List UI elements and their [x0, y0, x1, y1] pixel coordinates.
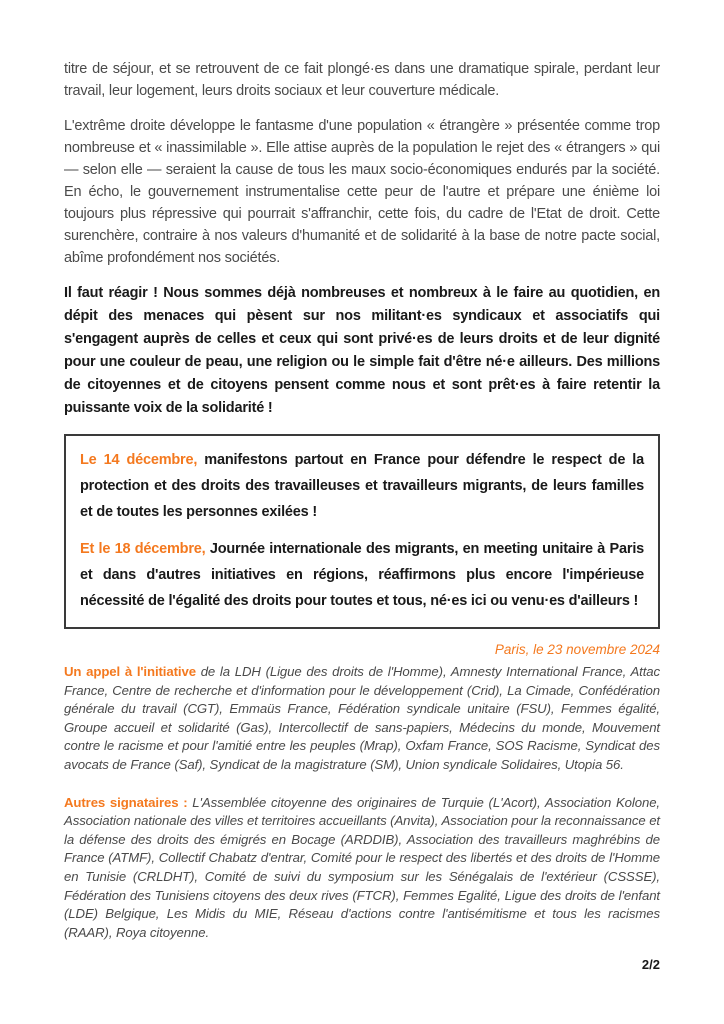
callout-text-18-decembre: Journée internationale des migrants, en meeting unitaire à Paris et dans d'autres initiatives en régions, réaffirmons plus encore l'impérieuse nécessité de l'égalité des droits pour toutes et tous, né·es ici ou venu·es d'ailleurs !	[80, 541, 645, 609]
callout-item-14-decembre	[80, 447, 644, 525]
dateline: Paris, le 23 novembre 2024	[494, 642, 660, 657]
signatories-others-label: Autres signataires :	[64, 794, 188, 810]
date-highlight-14-decembre: Le 14 décembre,	[80, 452, 198, 468]
signatories-others	[64, 794, 660, 943]
document-body	[64, 58, 660, 955]
date-highlight-18-decembre: Et le 18 décembre,	[80, 541, 206, 557]
signatories-others-list: L'Assemblée citoyenne des originaires de Turquie (L'Acort), Association Kolone, Association nationale des villes et territoires accueillants (Anvita), Association pour la reconnaissance et la défense des droits des émigrés en Bocage (ARDDIB), Association des travailleurs maghrébins de France (ATMF), Collectif Chabatz d'entrar, Comité pour le respect des libertés et des droits de l'Homme en Tunisie (CRLDHT), Comité de suivi du symposium sur les Sénégalais de l'extérieur (CSSSE), Fédération des Tunisiens citoyens des deux rives (FTCR), Femmes Egalité, Ligue des droits de l'enfant (LDE) Belgique, Les Midis du MIE, Réseau d'actions contre l'antisémitisme et tous les racismes (RAAR), Roya citoyenne.	[64, 794, 661, 940]
paragraph-continuation: titre de séjour, et se retrouvent de ce fait plongé·es dans une dramatique spirale, perdant leur travail, leur logement, leurs droits sociaux et leur couverture médicale.	[64, 61, 660, 99]
page-number: 2/2	[641, 957, 660, 972]
signatories-initiative	[64, 663, 660, 775]
paragraph-extreme-droite: L'extrême droite développe le fantasme d'une population « étrangère » présentée comme trop nombreuse et « inassimilable ». Elle attise auprès de la population le rejet des « étrangers » qui — selon elle — seraient la cause de tous les maux socio-économiques endurés par la société. En écho, le gouvernement instrumentalise cette peur de l'autre et prépare une énième loi toujours plus répressive qui pourrait s'affranchir, cette fois, du cadre de l'Etat de droit. Cette surenchère, contraire à nos valeurs d'humanité et de solidarité à la base de notre pacte social, abîme profondément nos sociétés.	[64, 118, 660, 266]
signatories-initiative-label: Un appel à l'initiative	[64, 664, 196, 679]
signatories-initiative-list: de la LDH (Ligue des droits de l'Homme), Amnesty International France, Attac France, Centre de recherche et d'information pour le développement (Crid), La Cimade, Confédération générale du travail (CGT), Emmaüs France, Fédération syndicale unitaire (FSU), Femmes égalité, Groupe accueil et solidarité (Gas), Intercollectif de sans-papiers, Médecins du monde, Mouvement contre le racisme et pour l'amitié entre les peuples (Mrap), Oxfam France, SOS Racisme, Syndicat des avocats de France (Saf), Syndicat de la magistrature (SM), Union syndicale Solidaires, Utopia 56.	[64, 664, 660, 772]
callout-item-18-decembre	[80, 536, 644, 614]
call-to-action-box	[64, 434, 660, 629]
paragraph-il-faut-reagir: Il faut réagir ! Nous sommes déjà nombreuses et nombreux à le faire au quotidien, en dépit des menaces qui pèsent sur nos militant·es syndicaux et associatifs qui s'engagent auprès de celles et ceux qui sont privé·es de leurs droits et de leur dignité pour une couleur de peau, une religion ou le simple fait d'être né·e ailleurs. Des millions de citoyennes et de citoyens pensent comme nous et sont prêt·es à faire retentir la puissante voix de la solidarité !	[64, 285, 660, 416]
callout-text-14-decembre: manifestons partout en France pour défendre le respect de la protection et des droits des travailleuses et travailleurs migrants, de leurs familles et de toutes les personnes exilées !	[80, 452, 644, 520]
